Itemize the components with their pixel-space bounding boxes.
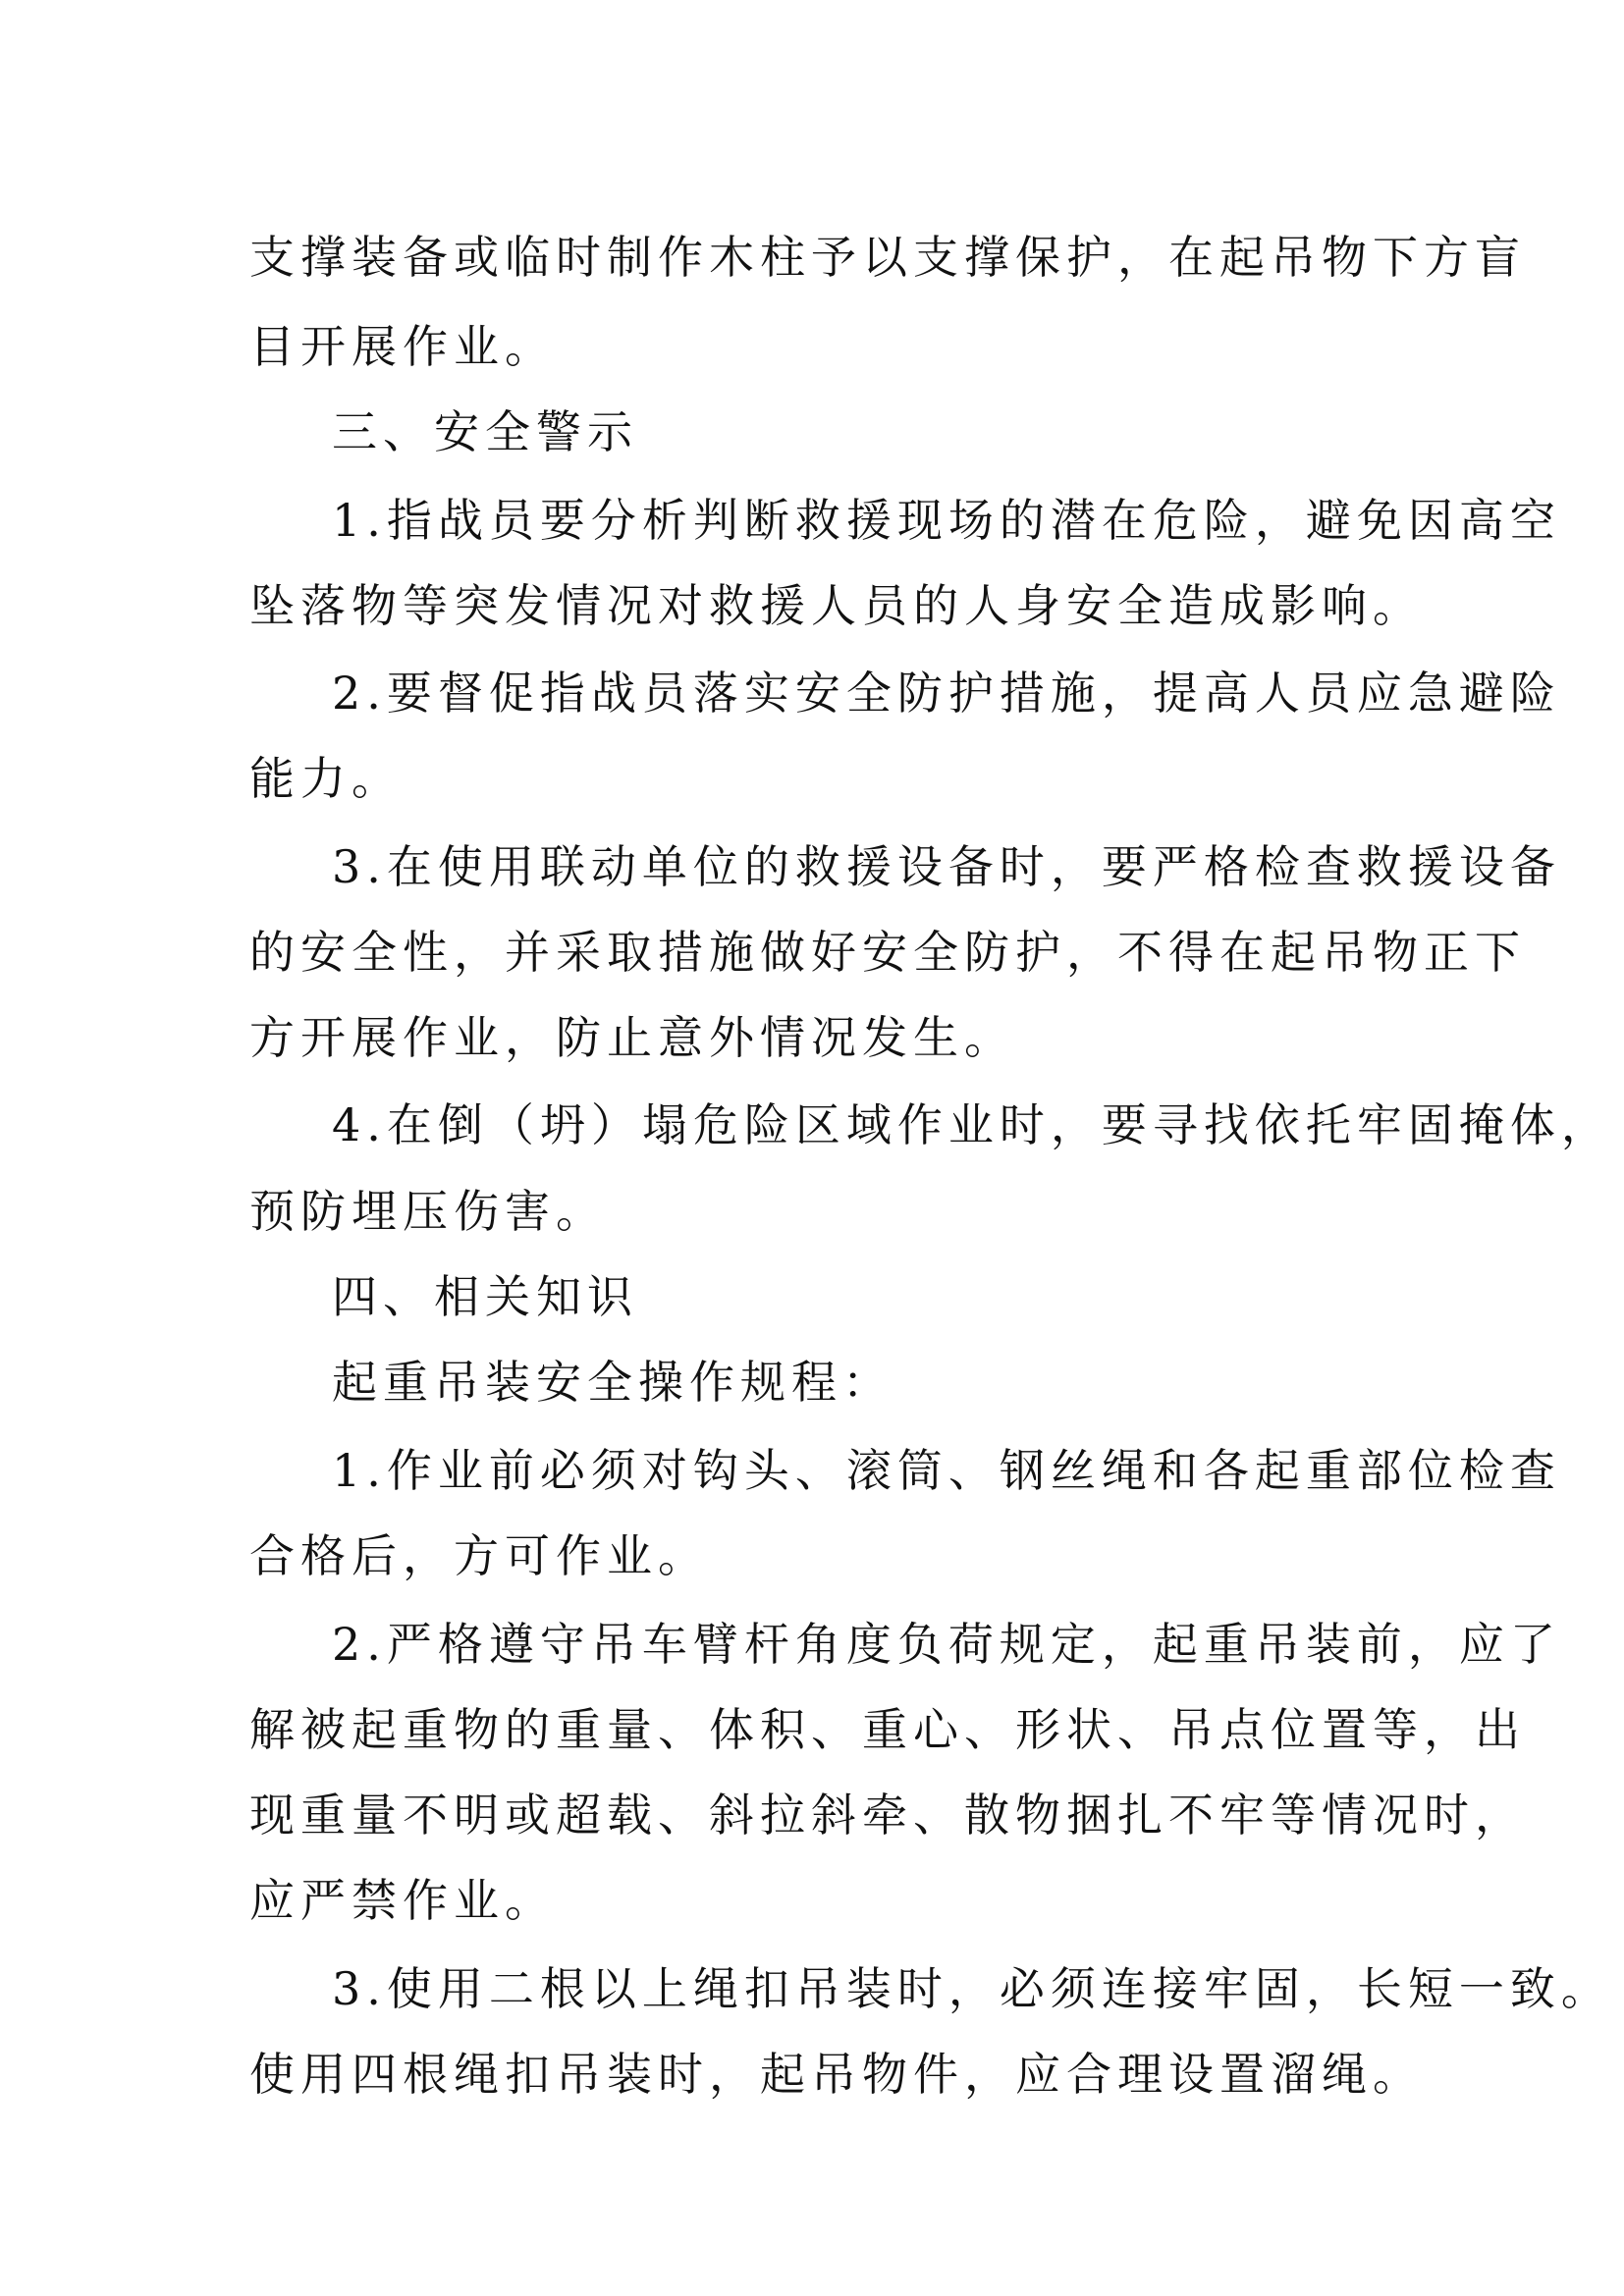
paragraph-line: 的安全性，并采取措施做好安全防护，不得在起吊物正下 [249, 926, 1526, 979]
paragraph-line: 解被起重物的重量、体积、重心、形状、吊点位置等，出 [249, 1703, 1526, 1756]
paragraph-line: 能力。 [249, 752, 403, 805]
paragraph-line: 合格后，方可作业。 [249, 1529, 709, 1582]
paragraph-line: 坠落物等突发情况对救援人员的人身安全造成影响。 [249, 579, 1424, 632]
section-heading: 三、安全警示 [332, 405, 638, 458]
paragraph-line: 2.要督促指战员落实安全防护措施，提高人员应急避险 [332, 667, 1561, 720]
section-heading: 四、相关知识 [332, 1270, 638, 1323]
paragraph-line: 4.在倒（坍）塌危险区域作业时，要寻找依托牢固掩体， [332, 1098, 1612, 1151]
paragraph-line: 应严禁作业。 [249, 1874, 556, 1927]
paragraph-line: 现重量不明或超载、斜拉斜牵、散物捆扎不牢等情况时， [249, 1789, 1526, 1842]
paragraph-line: 3.使用二根以上绳扣吊装时，必须连接牢固，长短一致。 [332, 1962, 1612, 2015]
paragraph-line: 起重吊装安全操作规程： [332, 1356, 893, 1409]
paragraph-line: 使用四根绳扣吊装时，起吊物件，应合理设置溜绳。 [249, 2048, 1424, 2101]
paragraph-line: 1.指战员要分析判断救援现场的潜在危险，避免因高空 [332, 494, 1561, 547]
paragraph-line: 支撑装备或临时制作木柱予以支撑保护，在起吊物下方盲 [249, 231, 1526, 284]
paragraph-line: 2.严格遵守吊车臂杆角度负荷规定，起重吊装前，应了 [332, 1618, 1561, 1671]
paragraph-line: 目开展作业。 [249, 320, 556, 373]
paragraph-line: 预防埋压伤害。 [249, 1185, 607, 1238]
paragraph-line: 方开展作业，防止意外情况发生。 [249, 1011, 1015, 1064]
paragraph-line: 3.在使用联动单位的救援设备时，要严格检查救援设备 [332, 840, 1561, 893]
paragraph-line: 1.作业前必须对钩头、滚筒、钢丝绳和各起重部位检查 [332, 1444, 1561, 1497]
